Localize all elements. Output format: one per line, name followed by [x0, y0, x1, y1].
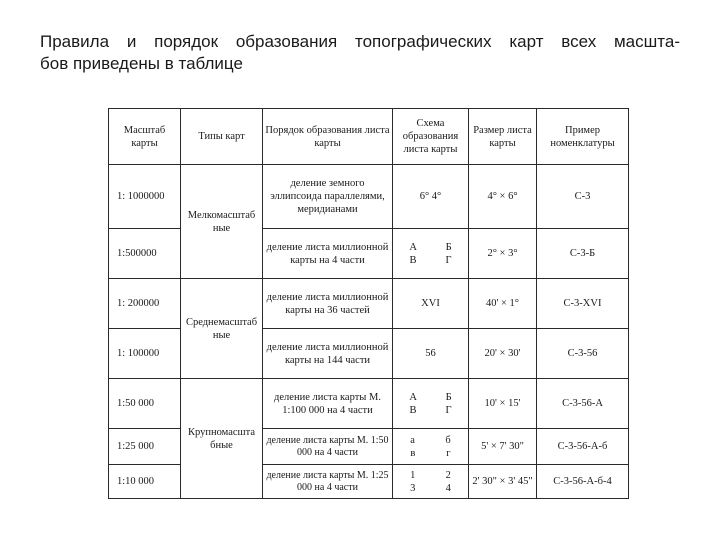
example-cell: С-3-56-А-б: [537, 429, 629, 465]
scheme-letter: А: [409, 241, 417, 253]
order-cell: деление листа карты М. 1:25 000 на 4 части: [263, 465, 393, 499]
type-small-cell: Мелкомасштаб ные: [181, 165, 263, 279]
scheme-cell: [393, 229, 469, 279]
type-medium-cell: Среднемасштаб ные: [181, 279, 263, 379]
scheme-letter: 2: [445, 469, 451, 481]
scheme-cell: [393, 465, 469, 499]
scheme-letter: В: [409, 404, 417, 416]
table-row: [109, 379, 629, 429]
type-large-cell: Крупномасшта бные: [181, 379, 263, 499]
example-cell: С-3-Б: [537, 229, 629, 279]
scheme-letter: В: [409, 254, 417, 266]
scale-cell: 1:50 000: [109, 379, 181, 429]
scale-cell: 1:10 000: [109, 465, 181, 499]
example-cell: С-3-56-А: [537, 379, 629, 429]
scheme-letter: Г: [445, 404, 452, 416]
scheme-letter: г: [446, 447, 451, 459]
order-cell: деление листа миллионной карты на 144 части: [263, 329, 393, 379]
header-scale: Масштаб карты: [109, 109, 181, 165]
table-row: [109, 165, 629, 229]
scale-cell: 1:25 000: [109, 429, 181, 465]
size-cell: 5' × 7' 30": [469, 429, 537, 465]
scheme-letter: б: [445, 434, 451, 446]
header-scheme: Схема образования листа карты: [393, 109, 469, 165]
example-cell: С-3-XVI: [537, 279, 629, 329]
scheme-letter: в: [410, 447, 416, 459]
order-cell: деление листа миллионной карты на 36 частей: [263, 279, 393, 329]
example-cell: С-3-56: [537, 329, 629, 379]
scheme-letter: 1: [410, 469, 416, 481]
scale-cell: 1: 100000: [109, 329, 181, 379]
scheme-cell: [393, 429, 469, 465]
scheme-letter: 3: [410, 482, 416, 494]
scheme-letter: Б: [445, 241, 452, 253]
size-cell: 20' × 30': [469, 329, 537, 379]
example-cell: С-3: [537, 165, 629, 229]
header-order: Порядок образования листа карты: [263, 109, 393, 165]
table-header-row: [109, 109, 629, 165]
size-cell: 4° × 6°: [469, 165, 537, 229]
scheme-cell: 6° 4°: [393, 165, 469, 229]
scheme-cell: 56: [393, 329, 469, 379]
scheme-letter: 4: [445, 482, 451, 494]
page-title: [40, 31, 680, 75]
order-cell: деление листа карты М. 1:100 000 на 4 части: [263, 379, 393, 429]
size-cell: 2° × 3°: [469, 229, 537, 279]
example-cell: С-3-56-А-б-4: [537, 465, 629, 499]
scale-cell: 1:500000: [109, 229, 181, 279]
size-cell: 40' × 1°: [469, 279, 537, 329]
title-line-1: Правила и порядок образования топографических карт всех масшта-: [40, 32, 680, 51]
order-cell: деление листа миллионной карты на 4 части: [263, 229, 393, 279]
title-line-2: бов приведены в таблице: [40, 54, 243, 73]
scheme-cell: [393, 379, 469, 429]
order-cell: деление листа карты М. 1:50 000 на 4 части: [263, 429, 393, 465]
scale-cell: 1: 200000: [109, 279, 181, 329]
scheme-letter: Б: [445, 391, 452, 403]
scheme-cell: XVI: [393, 279, 469, 329]
header-example: Пример номенклатуры: [537, 109, 629, 165]
size-cell: 10' × 15': [469, 379, 537, 429]
order-cell: деление земного эллипсоида параллелями, меридианами: [263, 165, 393, 229]
scheme-letter: Г: [445, 254, 452, 266]
table-row: [109, 279, 629, 329]
header-type: Типы карт: [181, 109, 263, 165]
size-cell: 2' 30" × 3' 45": [469, 465, 537, 499]
scheme-letter: а: [410, 434, 415, 446]
map-scale-table: [108, 108, 629, 499]
header-size: Размер листа карты: [469, 109, 537, 165]
scheme-letter: А: [409, 391, 417, 403]
scale-cell: 1: 1000000: [109, 165, 181, 229]
